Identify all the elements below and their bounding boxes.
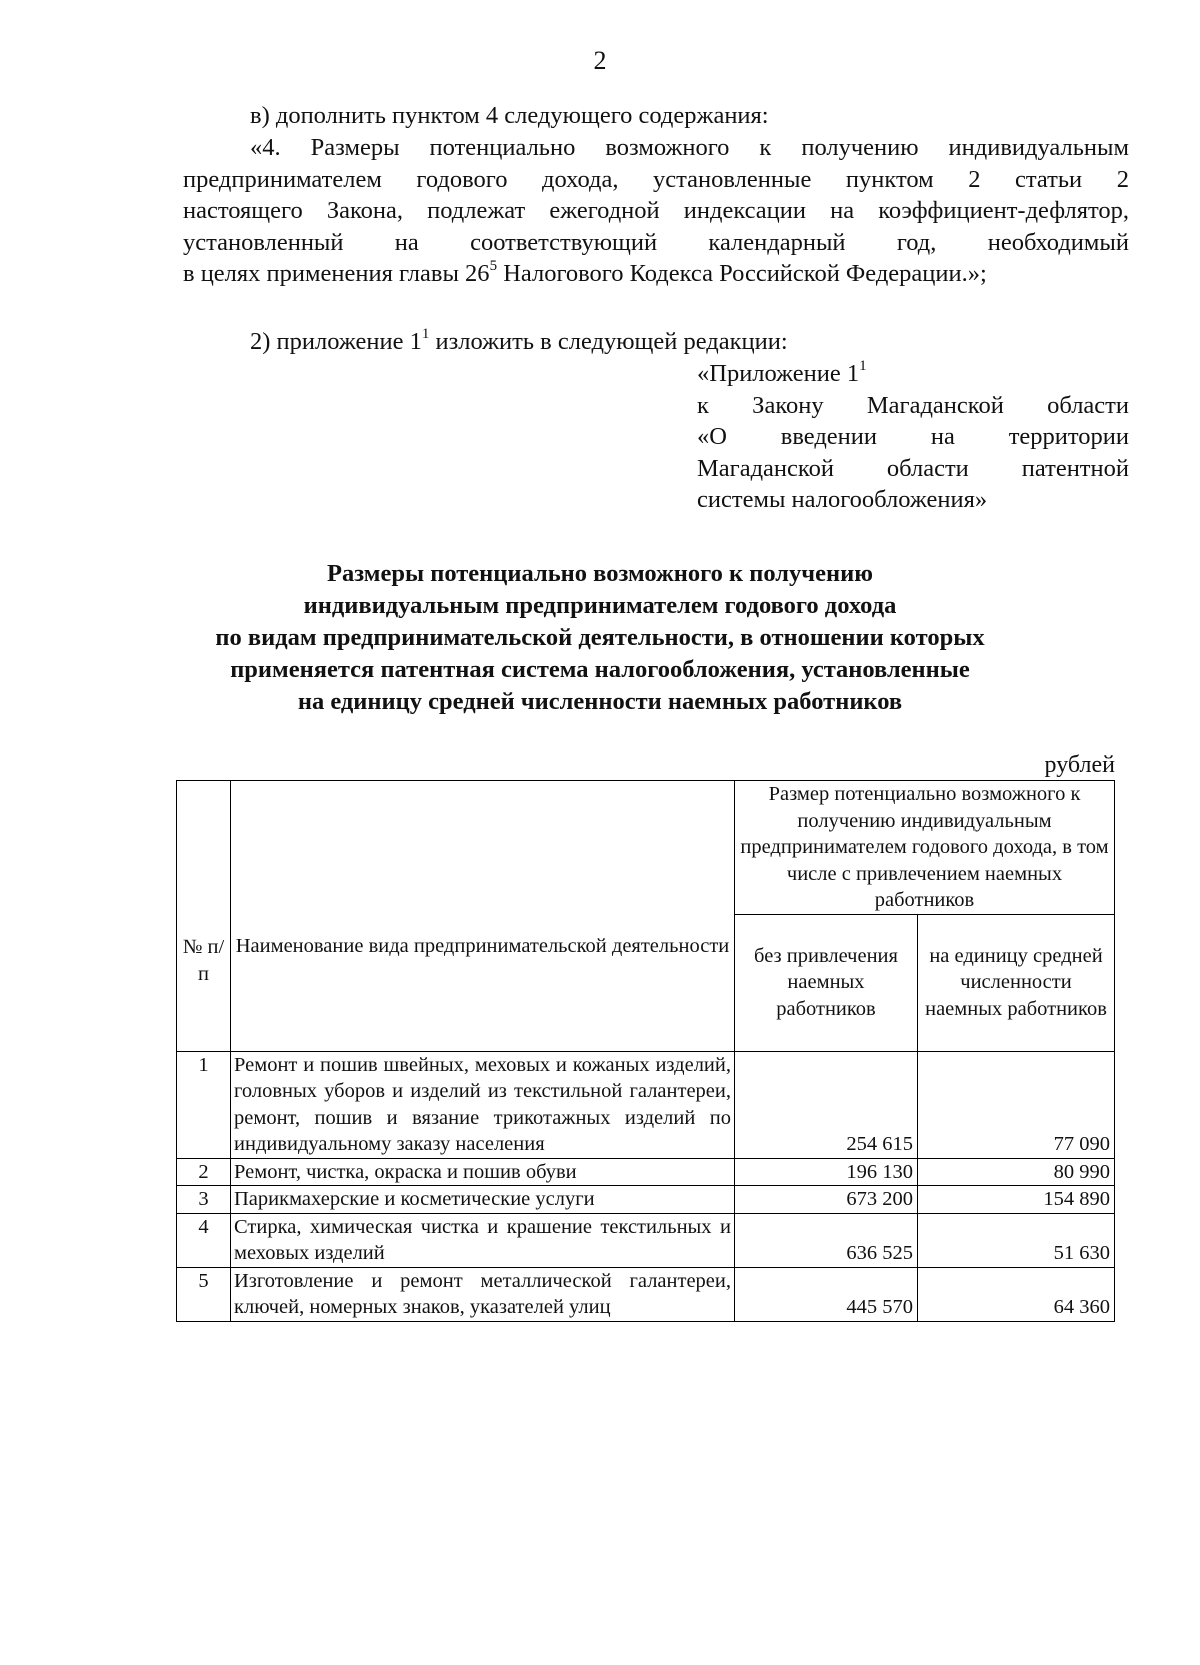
table-row xyxy=(177,1158,1115,1186)
item-v: в) дополнить пунктом 4 следующего содержания: xyxy=(250,102,769,129)
item4-last-post: Налогового Кодекса Российской Федерации.»; xyxy=(497,260,987,287)
item4-last-sup: 5 xyxy=(489,257,498,274)
row-without: 673 200 xyxy=(735,1186,918,1214)
row-without: 196 130 xyxy=(735,1158,918,1186)
table-row xyxy=(177,1186,1115,1214)
appendix-line-3: «О введении на территории xyxy=(697,423,1129,450)
header-size: Размер потенциально возможного к получению индивидуальным предпринимателем годового дохода, в том числе с привлечением наемных работников xyxy=(735,781,1115,915)
appendix-line-1 xyxy=(697,358,1129,390)
row-num: 4 xyxy=(177,1213,231,1267)
row-per-unit: 80 990 xyxy=(918,1158,1115,1186)
row-name: Парикмахерские и косметические услуги xyxy=(231,1186,735,1214)
item2-sup: 1 xyxy=(421,325,430,342)
title-line-2: индивидуальным предпринимателем годового дохода xyxy=(303,592,897,619)
appendix-line-1-sup: 1 xyxy=(859,357,867,374)
table-header-row-1 xyxy=(177,781,1115,915)
item-2 xyxy=(250,326,788,358)
appendix-line-2: к Закону Магаданской области xyxy=(697,391,1129,419)
appendix-heading xyxy=(697,358,1129,516)
item4-line-2: предпринимателем годового дохода, установленные пунктом 2 статьи 2 xyxy=(183,165,1129,193)
document-title xyxy=(120,558,1080,718)
page-number: 2 xyxy=(593,46,607,75)
title-line-5: на единицу средней численности наемных работников xyxy=(297,688,903,715)
row-per-unit: 154 890 xyxy=(918,1186,1115,1214)
appendix-line-1-text: «Приложение 1 xyxy=(697,360,860,387)
row-per-unit: 51 630 xyxy=(918,1213,1115,1267)
row-per-unit: 77 090 xyxy=(918,1051,1115,1158)
row-name: Изготовление и ремонт металлической галантереи, ключей, номерных знаков, указателей улиц xyxy=(231,1267,735,1321)
row-name: Ремонт и пошив швейных, меховых и кожаных изделий, головных уборов и изделий из текстильной галантереи, ремонт, пошив и вязание трикотажных изделий по индивидуальному заказу населения xyxy=(231,1051,735,1158)
item4-line-1: «4. Размеры потенциально возможного к получению индивидуальным xyxy=(250,134,1129,161)
table-row xyxy=(177,1051,1115,1158)
title-line-4: применяется патентная система налогообложения, установленные xyxy=(230,656,970,683)
unit-label: рублей xyxy=(1044,752,1115,778)
header-name: Наименование вида предпринимательской деятельности xyxy=(231,781,735,1052)
row-num: 5 xyxy=(177,1267,231,1321)
row-per-unit: 64 360 xyxy=(918,1267,1115,1321)
table-row xyxy=(177,1267,1115,1321)
item4-line-5 xyxy=(183,258,987,290)
row-name: Стирка, химическая чистка и крашение текстильных и меховых изделий xyxy=(231,1213,735,1267)
row-without: 445 570 xyxy=(735,1267,918,1321)
row-name: Ремонт, чистка, окраска и пошив обуви xyxy=(231,1158,735,1186)
item4-line-4: установленный на соответствующий календарный год, необходимый xyxy=(183,228,1129,256)
appendix-line-4: Магаданской области патентной xyxy=(697,454,1129,482)
row-num: 2 xyxy=(177,1158,231,1186)
header-per-unit: на единицу средней численности наемных работников xyxy=(918,914,1115,1051)
income-table xyxy=(176,780,1115,1322)
row-without: 254 615 xyxy=(735,1051,918,1158)
title-line-3: по видам предпринимательской деятельности, в отношении которых xyxy=(215,624,985,651)
item2-pre: 2) приложение 1 xyxy=(250,328,422,355)
header-num: № п/п xyxy=(177,781,231,1052)
row-num: 1 xyxy=(177,1051,231,1158)
title-line-1: Размеры потенциально возможного к получению xyxy=(327,560,873,587)
appendix-line-5: системы налогообложения» xyxy=(697,486,988,513)
table-row xyxy=(177,1213,1115,1267)
item4-line-3: настоящего Закона, подлежат ежегодной индексации на коэффициент-дефлятор, xyxy=(183,197,1129,224)
item4-last-pre: в целях применения главы 26 xyxy=(183,260,490,287)
row-num: 3 xyxy=(177,1186,231,1214)
header-without: без привлечения наемных работников xyxy=(735,914,918,1051)
item2-post: изложить в следующей редакции: xyxy=(429,328,788,355)
row-without: 636 525 xyxy=(735,1213,918,1267)
